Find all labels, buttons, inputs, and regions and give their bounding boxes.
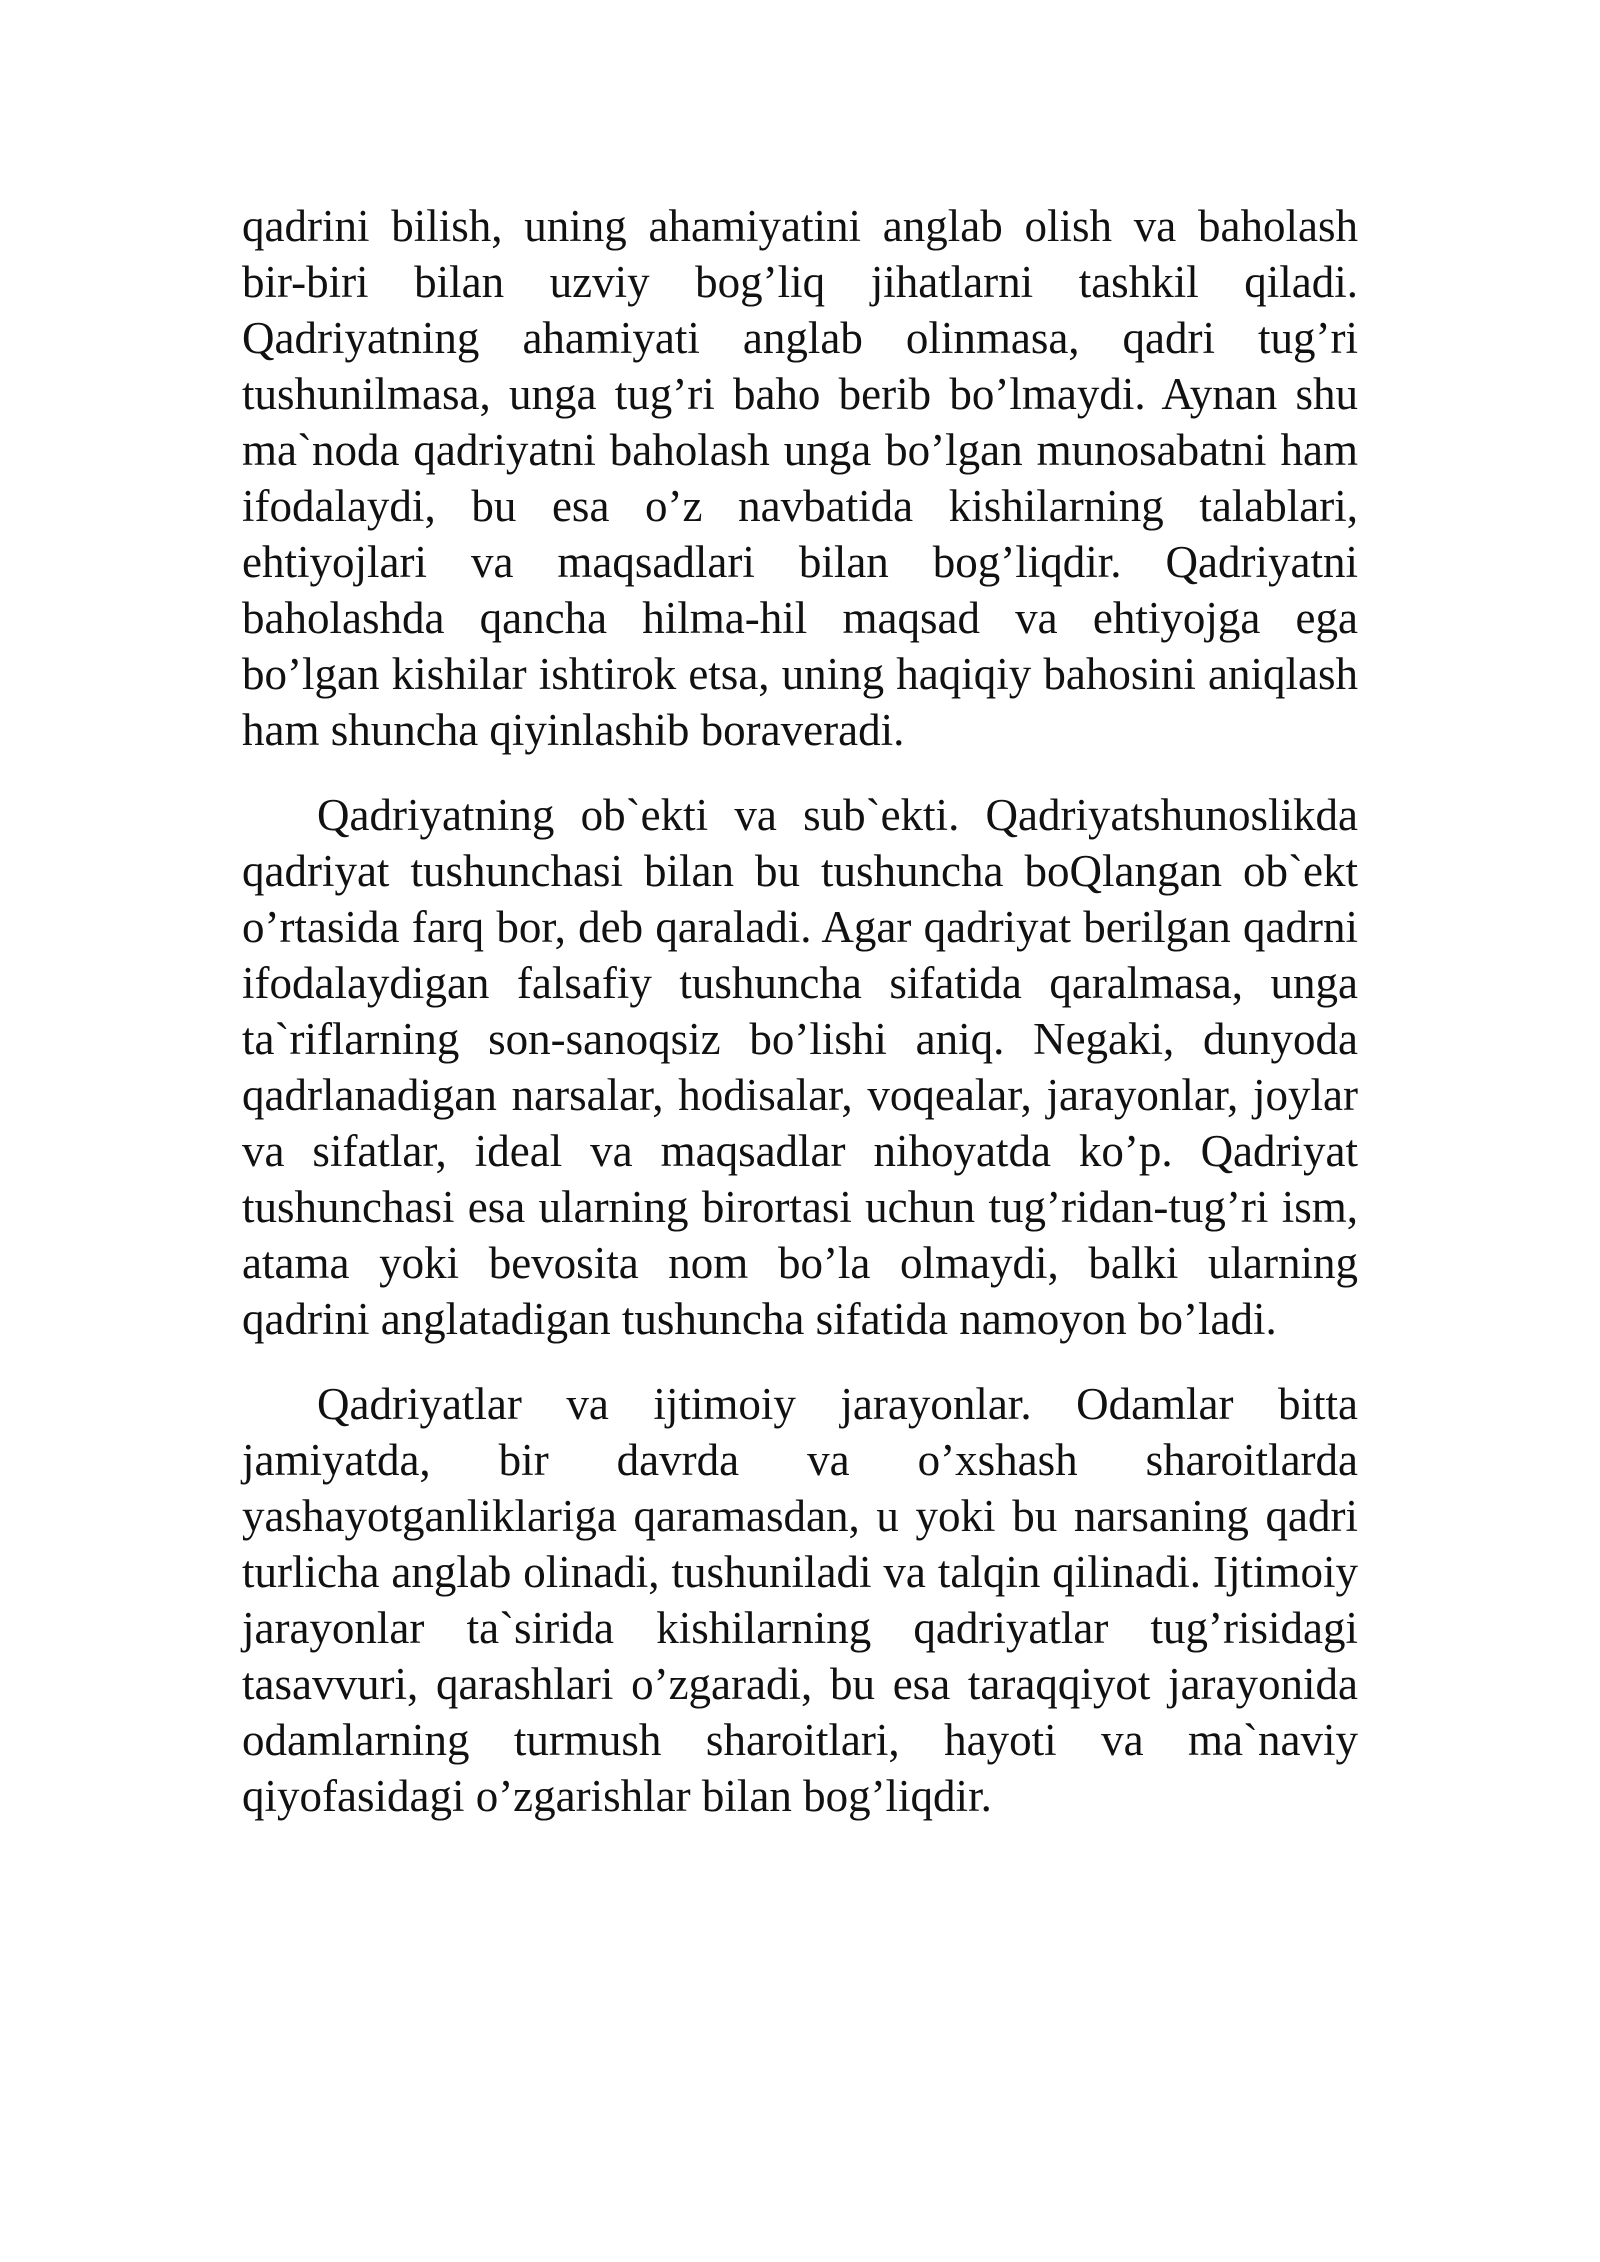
paragraph-continuation: qadrini bilish, uning ahamiyatini anglab olish va baholash bir-biri bilan uzviy bog’liq jihatlarni tashkil qiladi. Qadriyatning ahamiyati anglab olinmasa, qadri tug’ri tushunilmasa, unga tug’ri baho berib bo’lmaydi. Aynan shu ma`noda qadriyatni baholash unga bo’lgan munosabatni ham ifodalaydi, bu esa o’z navbatida kishilarning talablari, ehtiyojlari va maqsadlari bilan bog’liqdir. Qadriyatni baholashda qancha hilma-hil maqsad va ehtiyojga ega bo’lgan kishilar ishtirok etsa, uning haqiqiy bahosini aniqlash ham shuncha qiyinlashib boraveradi. <box>242 201 1358 755</box>
document-page <box>242 198 1358 1824</box>
paragraph-object-subject: Qadriyatning ob`ekti va sub`ekti. Qadriyatshunoslikda qadriyat tushunchasi bilan bu tushuncha boQlangan ob`ekt o’rtasida farq bor, deb qaraladi. Agar qadriyat berilgan qadrni ifodalaydigan falsafiy tushuncha sifatida qaralmasa, unga ta`riflarning son-sanoqsiz bo’lishi aniq. Negaki, dunyoda qadrlanadigan narsalar, hodisalar, voqealar, jarayonlar, joylar va sifatlar, ideal va maqsadlar nihoyatda ko’p. Qadriyat tushunchasi esa ularning birortasi uchun tug’ridan-tug’ri ism, atama yoki bevosita nom bo’la olmaydi, balki ularning qadrini anglatadigan tushuncha sifatida namoyon bo’ladi. <box>242 790 1358 1344</box>
paragraph-social-processes: Qadriyatlar va ijtimoiy jarayonlar. Odamlar bitta jamiyatda, bir davrda va o’xshash sharoitlarda yashayotganliklariga qaramasdan, u yoki bu narsaning qadri turlicha anglab olinadi, tushuniladi va talqin qilinadi. Ijtimoiy jarayonlar ta`sirida kishilarning qadriyatlar tug’risidagi tasavvuri, qarashlari o’zgaradi, bu esa taraqqiyot jarayonida odamlarning turmush sharoitlari, hayoti va ma`naviy qiyofasidagi o’zgarishlar bilan bog’liqdir. <box>242 1379 1358 1821</box>
